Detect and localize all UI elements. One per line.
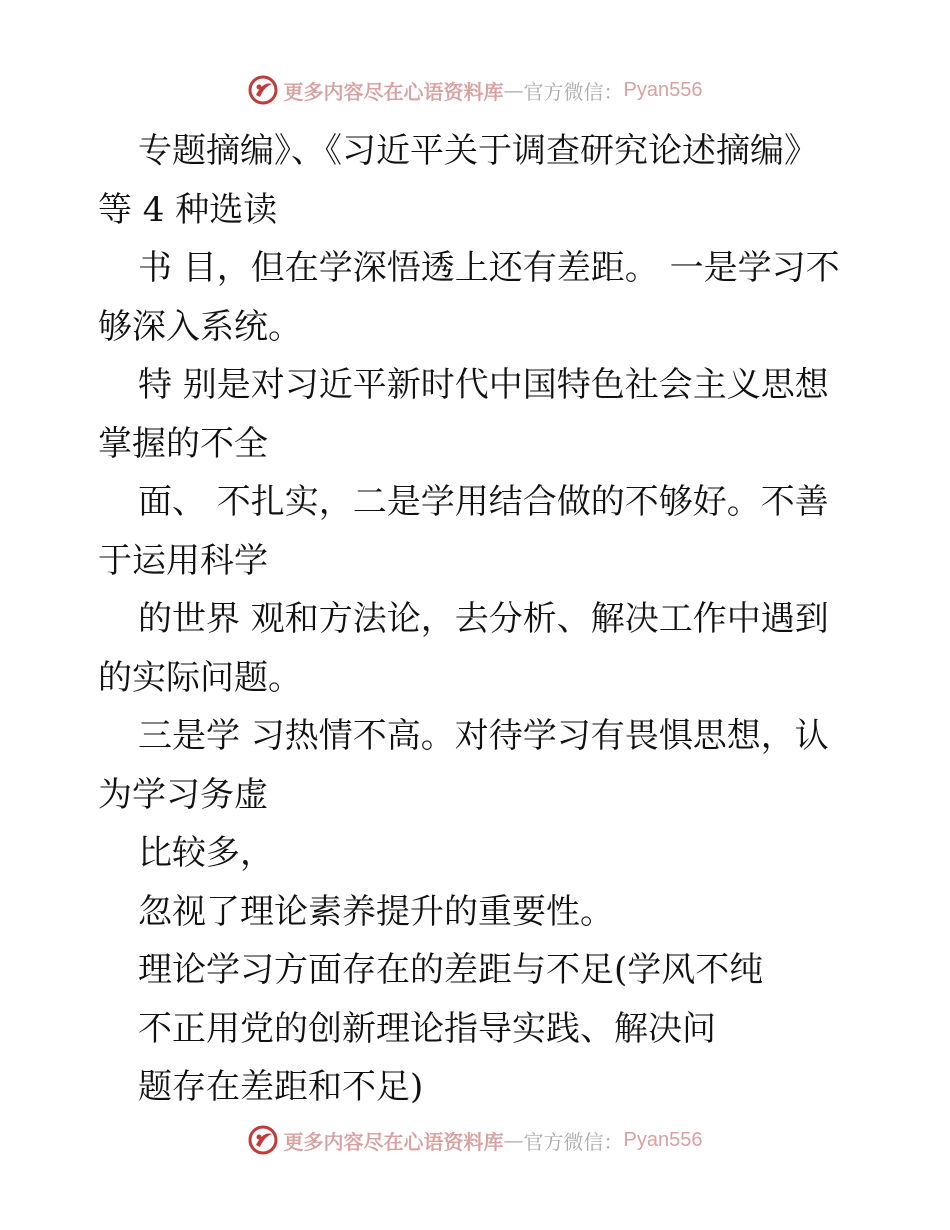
text-line: 不正用党的创新理论指导实践、解决问 [138,1008,716,1049]
banner-title: 更多内容尽在心语资料库 [283,79,504,104]
text-line: 掌握的不全 [98,423,268,464]
text-line: 比较多， [138,833,274,873]
text-line: 的实际问题。 [98,657,302,698]
text-line: 面、 不扎实，二是学用结合做的不够好。不善 [138,482,829,522]
text-line: 题存在差距和不足) [138,1067,424,1107]
header-banner [0,70,950,110]
banner-id: Pyan556 [623,1128,703,1151]
text-line: 够深入系统。 [98,306,302,347]
text-line: 三是学 习热情不高。对待学习有畏惧思想，认 [138,716,829,756]
text-line: 等 4 种选读 [98,189,278,230]
text-line: 特 别是对习近平新时代中国特色社会主义思想 [138,365,829,405]
banner-id: Pyan556 [623,78,703,101]
banner-dash: — [503,1128,524,1152]
text-line: 于运用科学 [98,540,268,581]
banner-sub: 官方微信： [523,1129,624,1154]
logo-icon [248,75,278,105]
footer-banner [0,1120,950,1160]
text-line: 书 目，但在学深悟透上还有差距。 一是学习不 [138,248,840,288]
text-line: 忽视了理论素养提升的重要性。 [138,891,614,932]
banner-title: 更多内容尽在心语资料库 [283,1129,504,1154]
text-line: 的世界 观和方法论，去分析、解决工作中遇到 [138,599,829,639]
text-line: 专题摘编》、《习近平关于调查研究论述摘编》 [138,131,818,171]
banner-dash: — [503,78,524,102]
document-body [98,122,858,1117]
text-line: 为学习务虚 [98,774,268,815]
text-line: 理论学习方面存在的差距与不足(学风不纯 [138,950,764,990]
banner-sub: 官方微信： [523,79,624,104]
logo-icon [248,1125,278,1155]
